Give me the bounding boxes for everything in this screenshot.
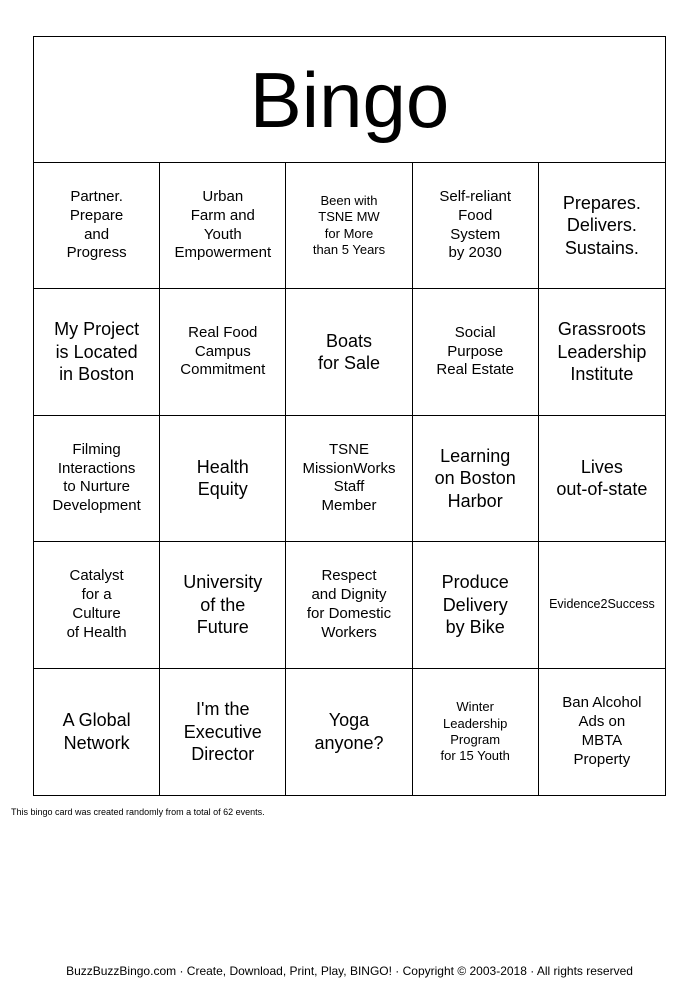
bingo-cell: Boats for Sale	[286, 289, 412, 415]
bingo-cell: Respect and Dignity for Domestic Workers	[286, 542, 412, 668]
bingo-cell: University of the Future	[160, 542, 286, 668]
page-footer: BuzzBuzzBingo.com · Create, Download, Print, Play, BINGO! · Copyright © 2003-2018 · All rights reserved	[66, 964, 633, 978]
bingo-cell: Self-reliant Food System by 2030	[413, 163, 539, 289]
bingo-cell: A Global Network	[34, 669, 160, 795]
bingo-cell: Produce Delivery by Bike	[413, 542, 539, 668]
bingo-grid	[34, 163, 665, 795]
bingo-cell: Learning on Boston Harbor	[413, 416, 539, 542]
bingo-cell: Winter Leadership Program for 15 Youth	[413, 669, 539, 795]
bingo-cell: Urban Farm and Youth Empowerment	[160, 163, 286, 289]
bingo-cell: Partner. Prepare and Progress	[34, 163, 160, 289]
bingo-cell: TSNE MissionWorks Staff Member	[286, 416, 412, 542]
bingo-cell: Filming Interactions to Nurture Development	[34, 416, 160, 542]
bingo-cell: Real Food Campus Commitment	[160, 289, 286, 415]
bingo-cell: Social Purpose Real Estate	[413, 289, 539, 415]
bingo-cell: Been with TSNE MW for More than 5 Years	[286, 163, 412, 289]
bingo-cell: I'm the Executive Director	[160, 669, 286, 795]
generation-note: This bingo card was created randomly from a total of 62 events.	[11, 807, 265, 817]
bingo-cell: Ban Alcohol Ads on MBTA Property	[562, 694, 642, 768]
bingo-cell: My Project is Located in Boston	[34, 289, 160, 415]
bingo-cell: Prepares. Delivers. Sustains.	[539, 163, 665, 289]
bingo-cell: Lives out-of-state	[539, 416, 665, 542]
bingo-cell: Evidence2Success	[539, 542, 665, 668]
bingo-cell: Yoga anyone?	[286, 669, 412, 795]
bingo-cell: Health Equity	[160, 416, 286, 542]
bingo-cell: Catalyst for a Culture of Health	[34, 542, 160, 668]
card-title: Bingo	[34, 37, 665, 163]
bingo-cell: Grassroots Leadership Institute	[539, 289, 665, 415]
bingo-card	[33, 36, 666, 796]
